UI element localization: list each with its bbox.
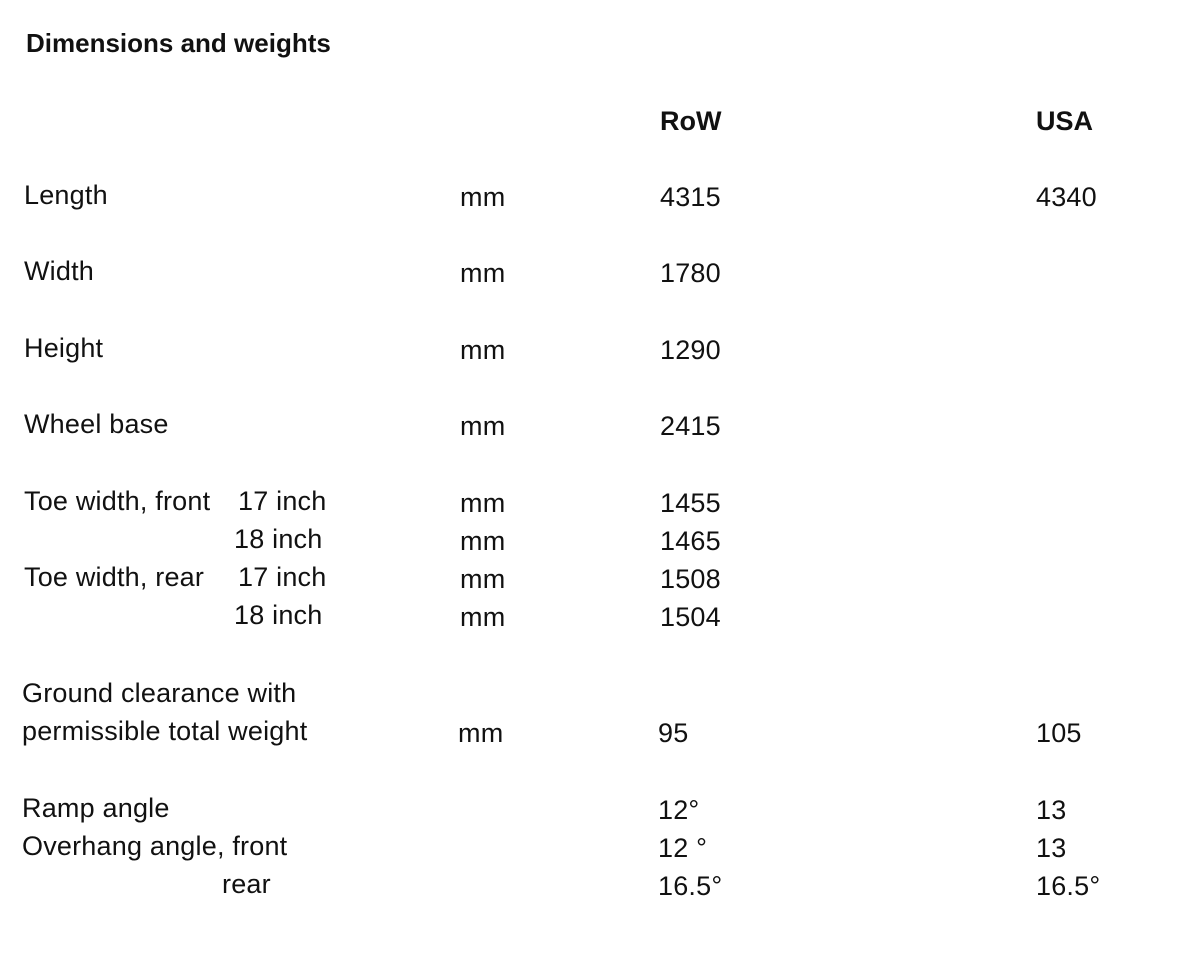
unit-height: mm bbox=[460, 335, 506, 365]
value-ramp-angle-usa: 13 bbox=[1036, 795, 1067, 825]
value-length-usa: 4340 bbox=[1036, 182, 1097, 212]
value-overhang-front-row: 12 ° bbox=[658, 833, 708, 863]
value-toe-front-17-row: 1455 bbox=[660, 488, 721, 518]
value-wheel-base-row: 2415 bbox=[660, 411, 721, 441]
value-ground-clearance-usa: 105 bbox=[1036, 718, 1082, 748]
sub-toe-rear-18: 18 inch bbox=[234, 600, 323, 630]
unit-ground-clearance: mm bbox=[458, 718, 504, 748]
column-header-usa: USA bbox=[1036, 106, 1094, 136]
unit-length: mm bbox=[460, 182, 506, 212]
value-toe-rear-17-row: 1508 bbox=[660, 564, 721, 594]
sub-toe-front-18: 18 inch bbox=[234, 524, 323, 554]
page-title: Dimensions and weights bbox=[26, 28, 331, 58]
value-overhang-front-usa: 13 bbox=[1036, 833, 1067, 863]
value-toe-rear-18-row: 1504 bbox=[660, 602, 721, 632]
unit-width: mm bbox=[460, 258, 506, 288]
sub-toe-front-17: 17 inch bbox=[238, 486, 327, 516]
value-length-row: 4315 bbox=[660, 182, 721, 212]
sub-toe-rear-17: 17 inch bbox=[238, 562, 327, 592]
label-ground-clearance-line1: Ground clearance with bbox=[22, 678, 297, 708]
label-length: Length bbox=[24, 180, 108, 210]
unit-toe-front-17: mm bbox=[460, 488, 506, 518]
label-ramp-angle: Ramp angle bbox=[22, 793, 170, 823]
unit-toe-front-18: mm bbox=[460, 526, 506, 556]
value-ground-clearance-row: 95 bbox=[658, 718, 689, 748]
unit-wheel-base: mm bbox=[460, 411, 506, 441]
label-ground-clearance-line2: permissible total weight bbox=[22, 716, 308, 746]
value-toe-front-18-row: 1465 bbox=[660, 526, 721, 556]
label-width: Width bbox=[24, 256, 95, 286]
value-overhang-rear-row: 16.5° bbox=[658, 871, 723, 901]
unit-toe-rear-18: mm bbox=[460, 602, 506, 632]
value-height-row: 1290 bbox=[660, 335, 721, 365]
label-toe-width-rear: Toe width, rear bbox=[24, 562, 205, 592]
value-overhang-rear-usa: 16.5° bbox=[1036, 871, 1101, 901]
label-height: Height bbox=[24, 333, 104, 363]
label-overhang-angle-front: Overhang angle, front bbox=[22, 831, 288, 861]
unit-toe-rear-17: mm bbox=[460, 564, 506, 594]
value-ramp-angle-row: 12° bbox=[658, 795, 700, 825]
label-toe-width-front: Toe width, front bbox=[24, 486, 211, 516]
sub-overhang-rear: rear bbox=[222, 869, 271, 899]
column-header-row: RoW bbox=[660, 106, 722, 136]
value-width-row: 1780 bbox=[660, 258, 721, 288]
label-wheel-base: Wheel base bbox=[24, 409, 169, 439]
